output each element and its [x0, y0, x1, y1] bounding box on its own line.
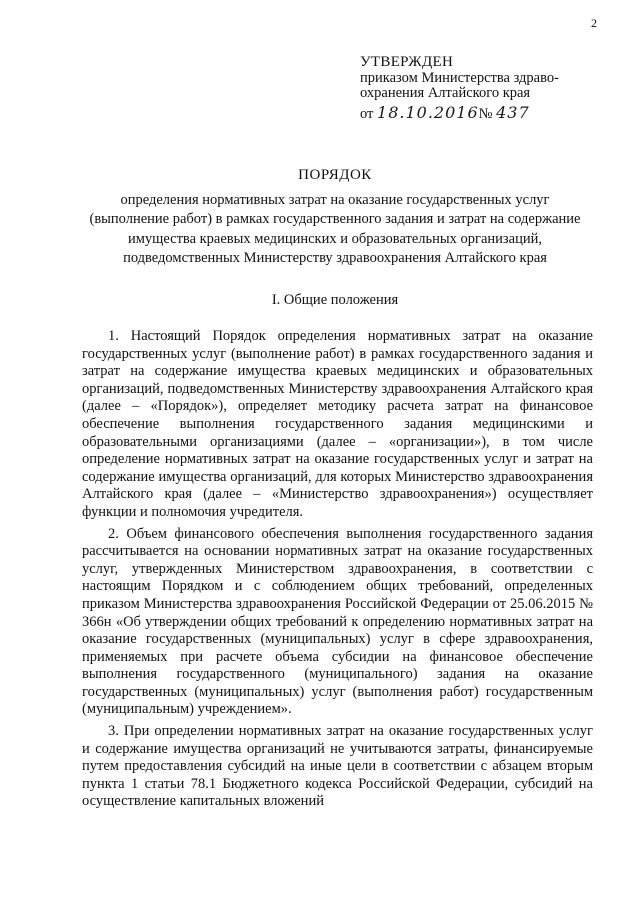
approval-heading: УТВЕРЖДЕН [360, 54, 454, 70]
approval-line-2: охранения Алтайского края [360, 85, 531, 101]
paragraph-3: 3. При определении нормативных затрат на оказание государственных услуг и содержание имущества организаций не учитываются затраты, финансируемые путем предоставления субсидий на иные цели в соответствии с абзацем вторым пункта 1 статьи 78.1 Бюджетного кодекса Российской Федерации, субсидий на осуществление капитальных вложений [82, 723, 593, 810]
approval-line-1: приказом Министерства здраво- [360, 70, 559, 86]
document-body [82, 328, 593, 815]
handwritten-date: 18.10.2016 [377, 103, 479, 122]
section-heading: I. Общие положения [271, 292, 399, 308]
approval-date-line [360, 105, 559, 122]
page-number: 2 [591, 16, 597, 30]
paragraph-1: 1. Настоящий Порядок определения нормативных затрат на оказание государственных услуг (выполнение работ) в рамках государственного задания и затрат на содержание имущества краевых медицинских и образовательных организаций, подведомственных Министерству здравоохранения Алтайского края (далее – «Порядок»), определяет методику расчета затрат на финансовое обеспечение выполнения государственного задания медицинскими и образовательными организациями (далее – «организации»), в том числе определение нормативных затрат на оказание государственных услуг и затрат на содержание имущества организаций, для которых Министерство здравоохранения Алтайского края (далее – «Министерство здравоохранения») осуществляет функции и полномочия учредителя. [82, 328, 593, 520]
approval-stamp-block [360, 55, 559, 122]
number-prefix: № [478, 106, 493, 122]
date-prefix: от [360, 106, 374, 122]
handwritten-number: 437 [496, 103, 530, 122]
paragraph-2: 2. Объем финансового обеспечения выполнения государственного задания рассчитывается на основании нормативных затрат на оказание государственных услуг, утвержденных Министерством здравоохранения, в соответствии с настоящим Порядком и с соблюдением общих требований, определенных приказом Министерства здравоохранения Российской Федерации от 25.06.2015 № 366н «Об утверждении общих требований к определению нормативных затрат на оказание государственных (муниципальных) услуг в сфере здравоохранения, применяемых при расчете объема субсидии на финансовое обеспечение выполнения государственного (муниципального) задания на оказание государственных (муниципальных) услуг (выполнения работ) государственным (муниципальным) учреждением». [82, 525, 593, 718]
document-title: ПОРЯДОК [298, 167, 372, 183]
document-subtitle: определения нормативных затрат на оказание государственных услуг (выполнение работ) в рамках государственного задания и затрат на содержание имущества краевых медицинских и образовательных организаций, подведомственных Министерству здравоохранения Алтайского края [89, 192, 581, 266]
document-title-block [80, 166, 590, 268]
